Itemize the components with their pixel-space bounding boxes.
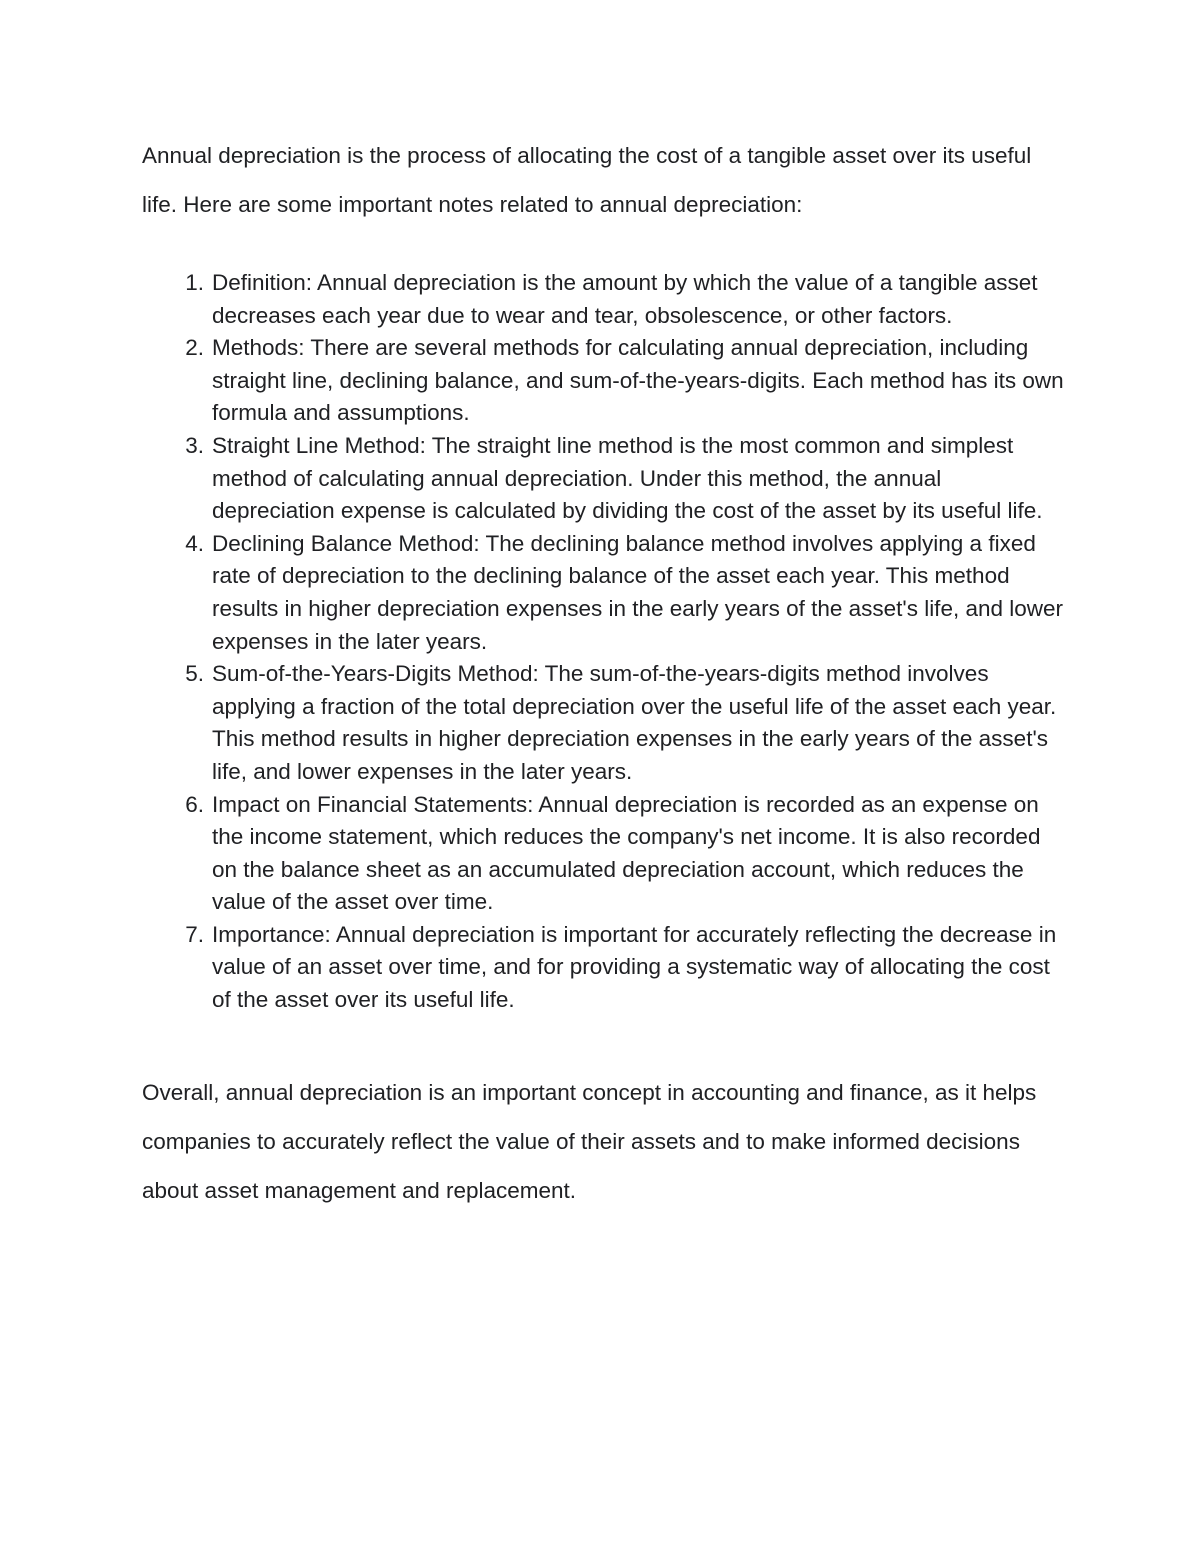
list-item <box>142 430 1067 528</box>
depreciation-notes-list <box>142 267 1067 1017</box>
list-item <box>142 267 1067 332</box>
list-item-text: Impact on Financial Statements: Annual depreciation is recorded as an expense on the income statement, which reduces the company's net income. It is also recorded on the balance sheet as an accumulated depreciation account, which reduces the value of the asset over time. <box>212 791 1041 915</box>
list-item <box>142 528 1067 658</box>
list-item-text: Straight Line Method: The straight line method is the most common and simplest method of calculating annual depreciation. Under this method, the annual depreciation expense is calculated by dividing the cost of the asset by its useful life. <box>212 432 1043 524</box>
list-item-number: 5. <box>185 661 204 687</box>
list-item-text: Definition: Annual depreciation is the amount by which the value of a tangible asset decreases each year due to wear and tear, obsolescence, or other factors. <box>212 270 1038 328</box>
list-item-text: Methods: There are several methods for calculating annual depreciation, including straight line, declining balance, and sum-of-the-years-digits. Each method has its own formula and assumptions. <box>212 335 1064 426</box>
list-item-number: 3. <box>185 432 204 458</box>
list-item-text: Declining Balance Method: The declining balance method involves applying a fixed rate of depreciation to the declining balance of the asset each year. This method results in higher depreciation expenses in the early years of the asset's life, and lower expenses in the later years. <box>212 530 1064 654</box>
list-item-number: 6. <box>185 791 204 817</box>
list-item-text: Importance: Annual depreciation is important for accurately reflecting the decrease in value of an asset over time, and for providing a systematic way of allocating the cost of the asset over its useful life. <box>212 921 1057 1013</box>
intro-paragraph: Annual depreciation is the process of allocating the cost of a tangible asset over its useful life. Here are some important notes related to annual depreciation: <box>142 143 1032 217</box>
list-item-number: 1. <box>185 270 204 295</box>
list-item-number: 4. <box>185 530 204 556</box>
conclusion-paragraph: Overall, annual depreciation is an important concept in accounting and finance, as it helps companies to accurately reflect the value of their assets and to make informed decisions about asset management and replacement. <box>142 1080 1037 1203</box>
list-item <box>142 332 1067 430</box>
list-item <box>142 789 1067 919</box>
list-item-text: Sum-of-the-Years-Digits Method: The sum-of-the-years-digits method involves applying a fraction of the total depreciation over the useful life of the asset each year. This method results in higher depreciation expenses in the early years of the asset's life, and lower expenses in the later years. <box>212 661 1057 784</box>
list-item <box>142 919 1067 1017</box>
list-item-number: 2. <box>185 335 204 361</box>
list-item-number: 7. <box>185 921 204 947</box>
list-item <box>142 658 1067 788</box>
